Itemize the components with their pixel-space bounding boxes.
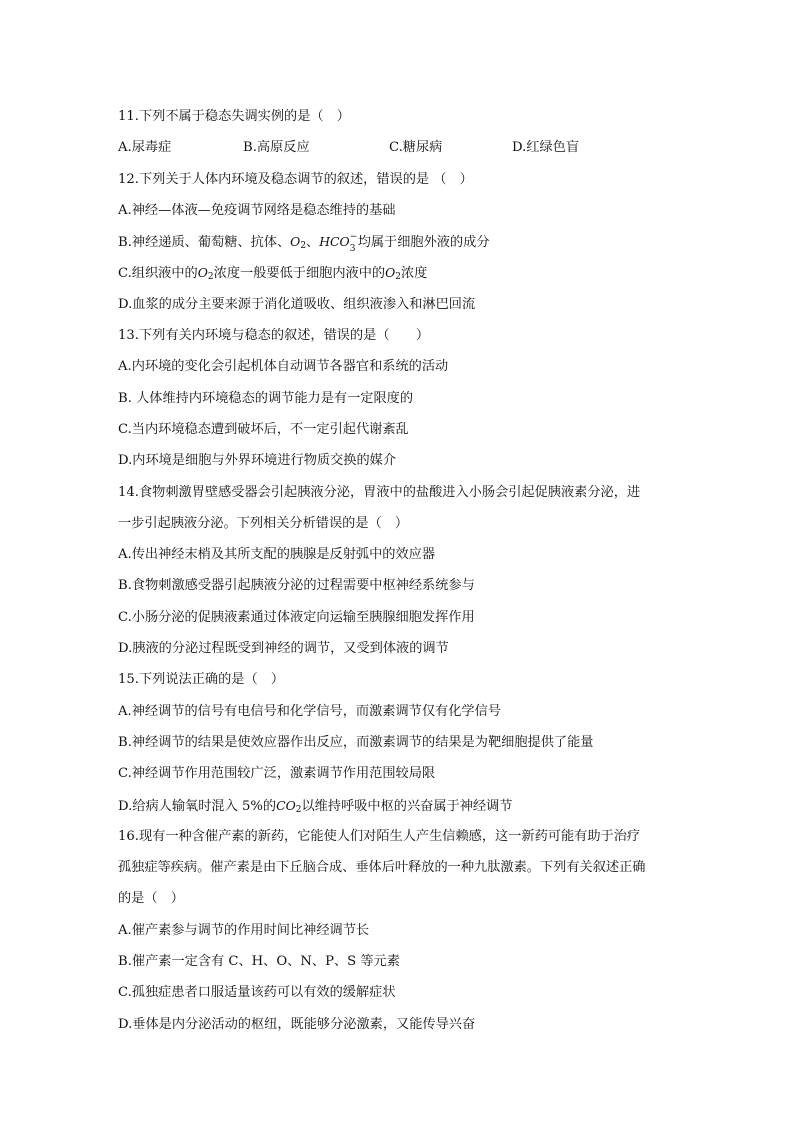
question-12-option-b-text-1: B.神经递质、葡萄糖、抗体、 <box>118 235 291 251</box>
question-16-stem-line-1: 16.现有一种含催产素的新药，它能使人们对陌生人产生信赖感，这一新药可能有助于治疗 <box>118 828 641 844</box>
question-list <box>118 101 688 1040</box>
question-12-stem: 12.下列关于人体内环境及稳态调节的叙述，错误的是 （ ） <box>118 171 473 187</box>
question-13-option-c: C.当内环境稳态遭到破坏后，不一定引起代谢紊乱 <box>118 421 409 437</box>
question-12-option-c-text-3: 浓度 <box>401 266 428 282</box>
oxygen-symbol: O <box>197 265 208 281</box>
question-13-stem: 13.下列有关内环境与稳态的叙述，错误的是（ ） <box>118 328 430 344</box>
bicarbonate-subscript: 3 <box>349 244 356 255</box>
carbon-dioxide-symbol: CO <box>276 797 296 813</box>
oxygen-formula <box>290 234 307 252</box>
bicarbonate-symbol: HCO <box>319 234 350 250</box>
question-12-option-b-text-2: 均属于细胞外液的成分 <box>357 235 490 251</box>
question-12-option-c-text-1: C.组织液中的 <box>118 266 198 282</box>
question-11-option-b: B.高原反应 <box>243 140 310 156</box>
question-12-option-b-separator: 、 <box>306 235 320 251</box>
question-14-option-a: A.传出神经末梢及其所支配的胰腺是反射弧中的效应器 <box>118 547 436 563</box>
oxygen-formula <box>197 265 214 283</box>
question-15-stem: 15.下列说法正确的是（ ） <box>118 672 285 688</box>
question-11-option-a: A.尿毒症 <box>118 140 172 156</box>
question-16-option-b: B.催产素一定含有 C、H、O、N、P、S 等元素 <box>118 954 400 970</box>
question-16-option-c: C.孤独症患者口服适量该药可以有效的缓解症状 <box>118 985 396 1001</box>
question-16-stem-line-2: 孤独症等疾病。催产素是由下丘脑合成、垂体后叶释放的一种九肽激素。下列有关叙述正确 <box>118 860 646 876</box>
question-12-option-d: D.血浆的成分主要来源于消化道吸收、组织液渗入和淋巴回流 <box>118 296 476 312</box>
carbon-dioxide-formula <box>276 798 301 813</box>
question-11-stem: 11.下列不属于稳态失调实例的是（ ） <box>118 109 350 124</box>
question-11-option-d: D.红绿色盲 <box>512 140 580 156</box>
question-12-option-b <box>118 226 688 257</box>
question-13-option-d: D.内环境是细胞与外界环境进行物质交换的媒介 <box>118 453 397 469</box>
question-14-stem-line-1: 14.食物刺激胃壁感受器会引起胰液分泌，胃液中的盐酸进入小肠会引起促胰液素分泌，进 <box>118 484 641 500</box>
oxygen-formula <box>385 265 401 283</box>
question-16-stem-line-3: 的是（ ） <box>118 891 184 907</box>
question-15-option-b: B.神经调节的结果是使效应器作出反应，而激素调节的结果是为靶细胞提供了能量 <box>118 734 594 750</box>
question-14-option-d: D.胰液的分泌过程既受到神经的调节，又受到体液的调节 <box>118 641 449 657</box>
question-15-option-c: C.神经调节作用范围较广泛，激素调节作用范围较局限 <box>118 766 436 782</box>
question-14-option-b: B.食物刺激感受器引起胰液分泌的过程需要中枢神经系统参与 <box>118 578 475 594</box>
question-15-option-d-text-1: D.给病人输氧时混入 5%的 <box>118 798 277 814</box>
question-13-option-b: B. 人体维持内环境稳态的调节能力是有一定限度的 <box>118 390 414 406</box>
question-16-option-a: A.催产素参与调节的作用时间比神经调节长 <box>118 922 370 938</box>
oxygen-subscript: 2 <box>300 241 307 252</box>
oxygen-symbol: O <box>385 265 396 281</box>
question-11-options <box>118 132 688 163</box>
question-13-option-a: A.内环境的变化会引起机体自动调节各器官和系统的活动 <box>118 359 449 375</box>
question-15-option-d-text-2: 以维持呼吸中枢的兴奋属于神经调节 <box>301 798 513 814</box>
question-11-option-c: C.糖尿病 <box>389 140 443 156</box>
question-14-option-c: C.小肠分泌的促胰液素通过体液定向运输至胰腺细胞发挥作用 <box>118 609 475 625</box>
question-12-option-c <box>118 257 688 288</box>
question-12-option-a: A.神经—体液—免疫调节网络是稳态维持的基础 <box>118 202 396 218</box>
oxygen-subscript: 2 <box>395 272 401 283</box>
oxygen-symbol: O <box>290 234 301 250</box>
bicarbonate-charge: − <box>349 232 358 243</box>
oxygen-subscript: 2 <box>207 272 214 283</box>
carbon-dioxide-subscript: 2 <box>295 804 302 815</box>
question-15-option-d <box>118 790 688 821</box>
question-12-option-c-text-2: 浓度一般要低于细胞内液中的 <box>213 266 386 282</box>
question-16-option-d: D.垂体是内分泌活动的枢纽，既能够分泌激素，又能传导兴奋 <box>118 1016 476 1032</box>
question-15-option-a: A.神经调节的信号有电信号和化学信号，而激素调节仅有化学信号 <box>118 703 501 719</box>
bicarbonate-formula <box>319 226 358 257</box>
question-14-stem-line-2: 一步引起胰液分泌。下列相关分析错误的是（ ） <box>118 515 409 531</box>
